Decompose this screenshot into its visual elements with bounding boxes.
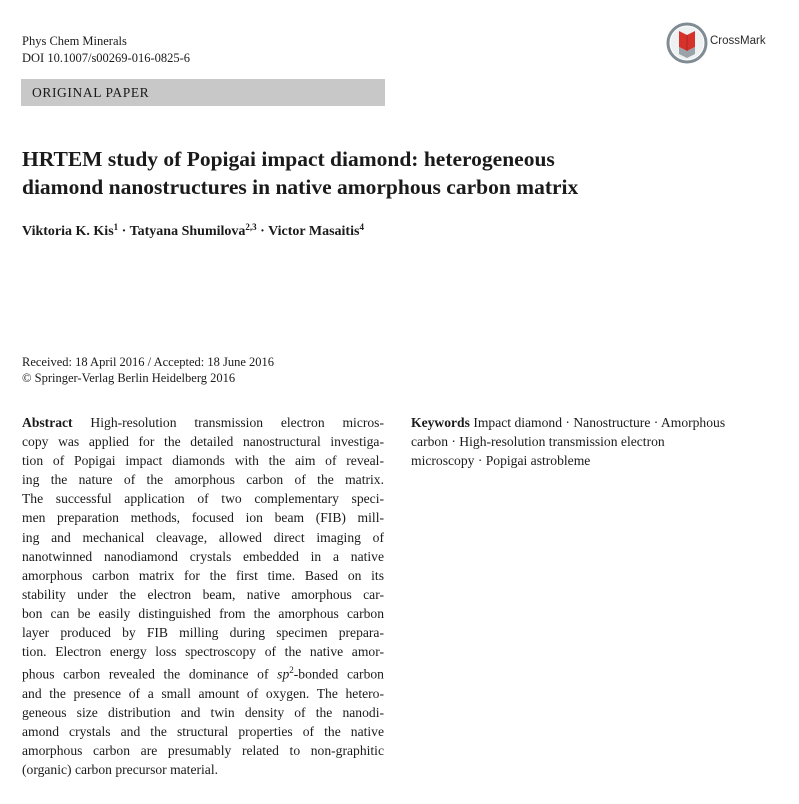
abstract-line: layer produced by FIB milling during specimen prepara- bbox=[22, 625, 384, 641]
paper-title bbox=[22, 145, 722, 201]
copyright-notice: © Springer-Verlag Berlin Heidelberg 2016 bbox=[22, 371, 236, 385]
received-accepted-dates: Received: 18 April 2016 / Accepted: 18 June 2016 bbox=[22, 355, 275, 369]
crossmark-badge[interactable] bbox=[666, 22, 778, 64]
title-line: diamond nanostructures in native amorphous carbon matrix bbox=[22, 175, 579, 199]
abstract-line: (organic) carbon precursor material. bbox=[22, 762, 219, 778]
abstract-label: Abstract bbox=[22, 415, 73, 430]
sp-italic: sp bbox=[277, 666, 290, 682]
crossmark-icon bbox=[666, 22, 708, 64]
abstract-line: tion. Electron energy loss spectroscopy of the native amor- bbox=[22, 644, 384, 660]
keywords-label: Keywords bbox=[411, 415, 470, 430]
author-name[interactable]: Viktoria K. Kis bbox=[22, 224, 114, 239]
abstract-line: amorphous carbon matrix for the first time. Based on its bbox=[22, 567, 384, 583]
abstract-line: geneous size distribution and twin density of the nanodi- bbox=[22, 704, 384, 720]
author-affiliation: 4 bbox=[359, 222, 364, 232]
publication-dates bbox=[22, 354, 274, 386]
abstract-line: phous carbon revealed the dominance of $sp^2$-bonded carbon bbox=[22, 665, 384, 682]
abstract-line: ing the nature of the amorphous carbon of the matrix. bbox=[22, 472, 384, 488]
abstract-line: ing and mechanical cleavage, allowed direct imaging of bbox=[22, 529, 384, 545]
journal-name: Phys Chem Minerals bbox=[22, 34, 127, 48]
abstract-line: men preparation methods, focused ion beam (FIB) mill- bbox=[22, 510, 384, 526]
journal-info bbox=[22, 33, 190, 67]
abstract-line: amorphous carbon are presumably related to non-graphitic bbox=[22, 743, 384, 759]
abstract-line: bon can be easily distinguished from the amorphous carbon bbox=[22, 605, 384, 621]
abstract-section bbox=[22, 413, 384, 779]
author-affiliation: 2,3 bbox=[245, 222, 257, 232]
crossmark-label: CrossMark bbox=[710, 35, 766, 47]
keywords-line: microscopy · Popigai astrobleme bbox=[411, 453, 591, 469]
abstract-line: The successful application of two complementary speci- bbox=[22, 491, 384, 507]
abstract-line: tion of Popigai impact diamonds with the aim of reveal- bbox=[22, 453, 384, 469]
doi-text[interactable]: DOI 10.1007/s00269-016-0825-6 bbox=[22, 51, 191, 65]
sp-superscript: 2 bbox=[289, 665, 294, 676]
paper-type-banner: ORIGINAL PAPER bbox=[21, 79, 385, 106]
abstract-line: nanotwinned nanodiamond crystals embedded in a native bbox=[22, 548, 384, 564]
title-line: HRTEM study of Popigai impact diamond: heterogeneous bbox=[22, 147, 555, 171]
abstract-line: copy was applied for the detailed nanostructural investiga- bbox=[22, 434, 384, 450]
author-name[interactable]: Tatyana Shumilova bbox=[129, 224, 246, 239]
author-name[interactable]: Victor Masaitis bbox=[268, 224, 360, 239]
keywords-line: carbon · High-resolution transmission electron bbox=[411, 434, 665, 450]
author-separator: · bbox=[118, 224, 130, 239]
author-affiliation: 1 bbox=[113, 222, 119, 232]
keywords-section bbox=[411, 413, 773, 470]
abstract-line: Abstract High-resolution transmission electron micros- bbox=[22, 415, 384, 430]
keywords-line: Keywords Impact diamond · Nanostructure · Amorphous bbox=[411, 415, 726, 430]
author-separator: · bbox=[256, 224, 269, 239]
author-list bbox=[22, 222, 364, 240]
abstract-line: stability under the electron beam, native amorphous car- bbox=[22, 586, 384, 602]
abstract-line: amond crystals and the structural properties of the native bbox=[22, 724, 384, 740]
abstract-line: and the presence of a small amount of oxygen. The hetero- bbox=[22, 685, 384, 701]
